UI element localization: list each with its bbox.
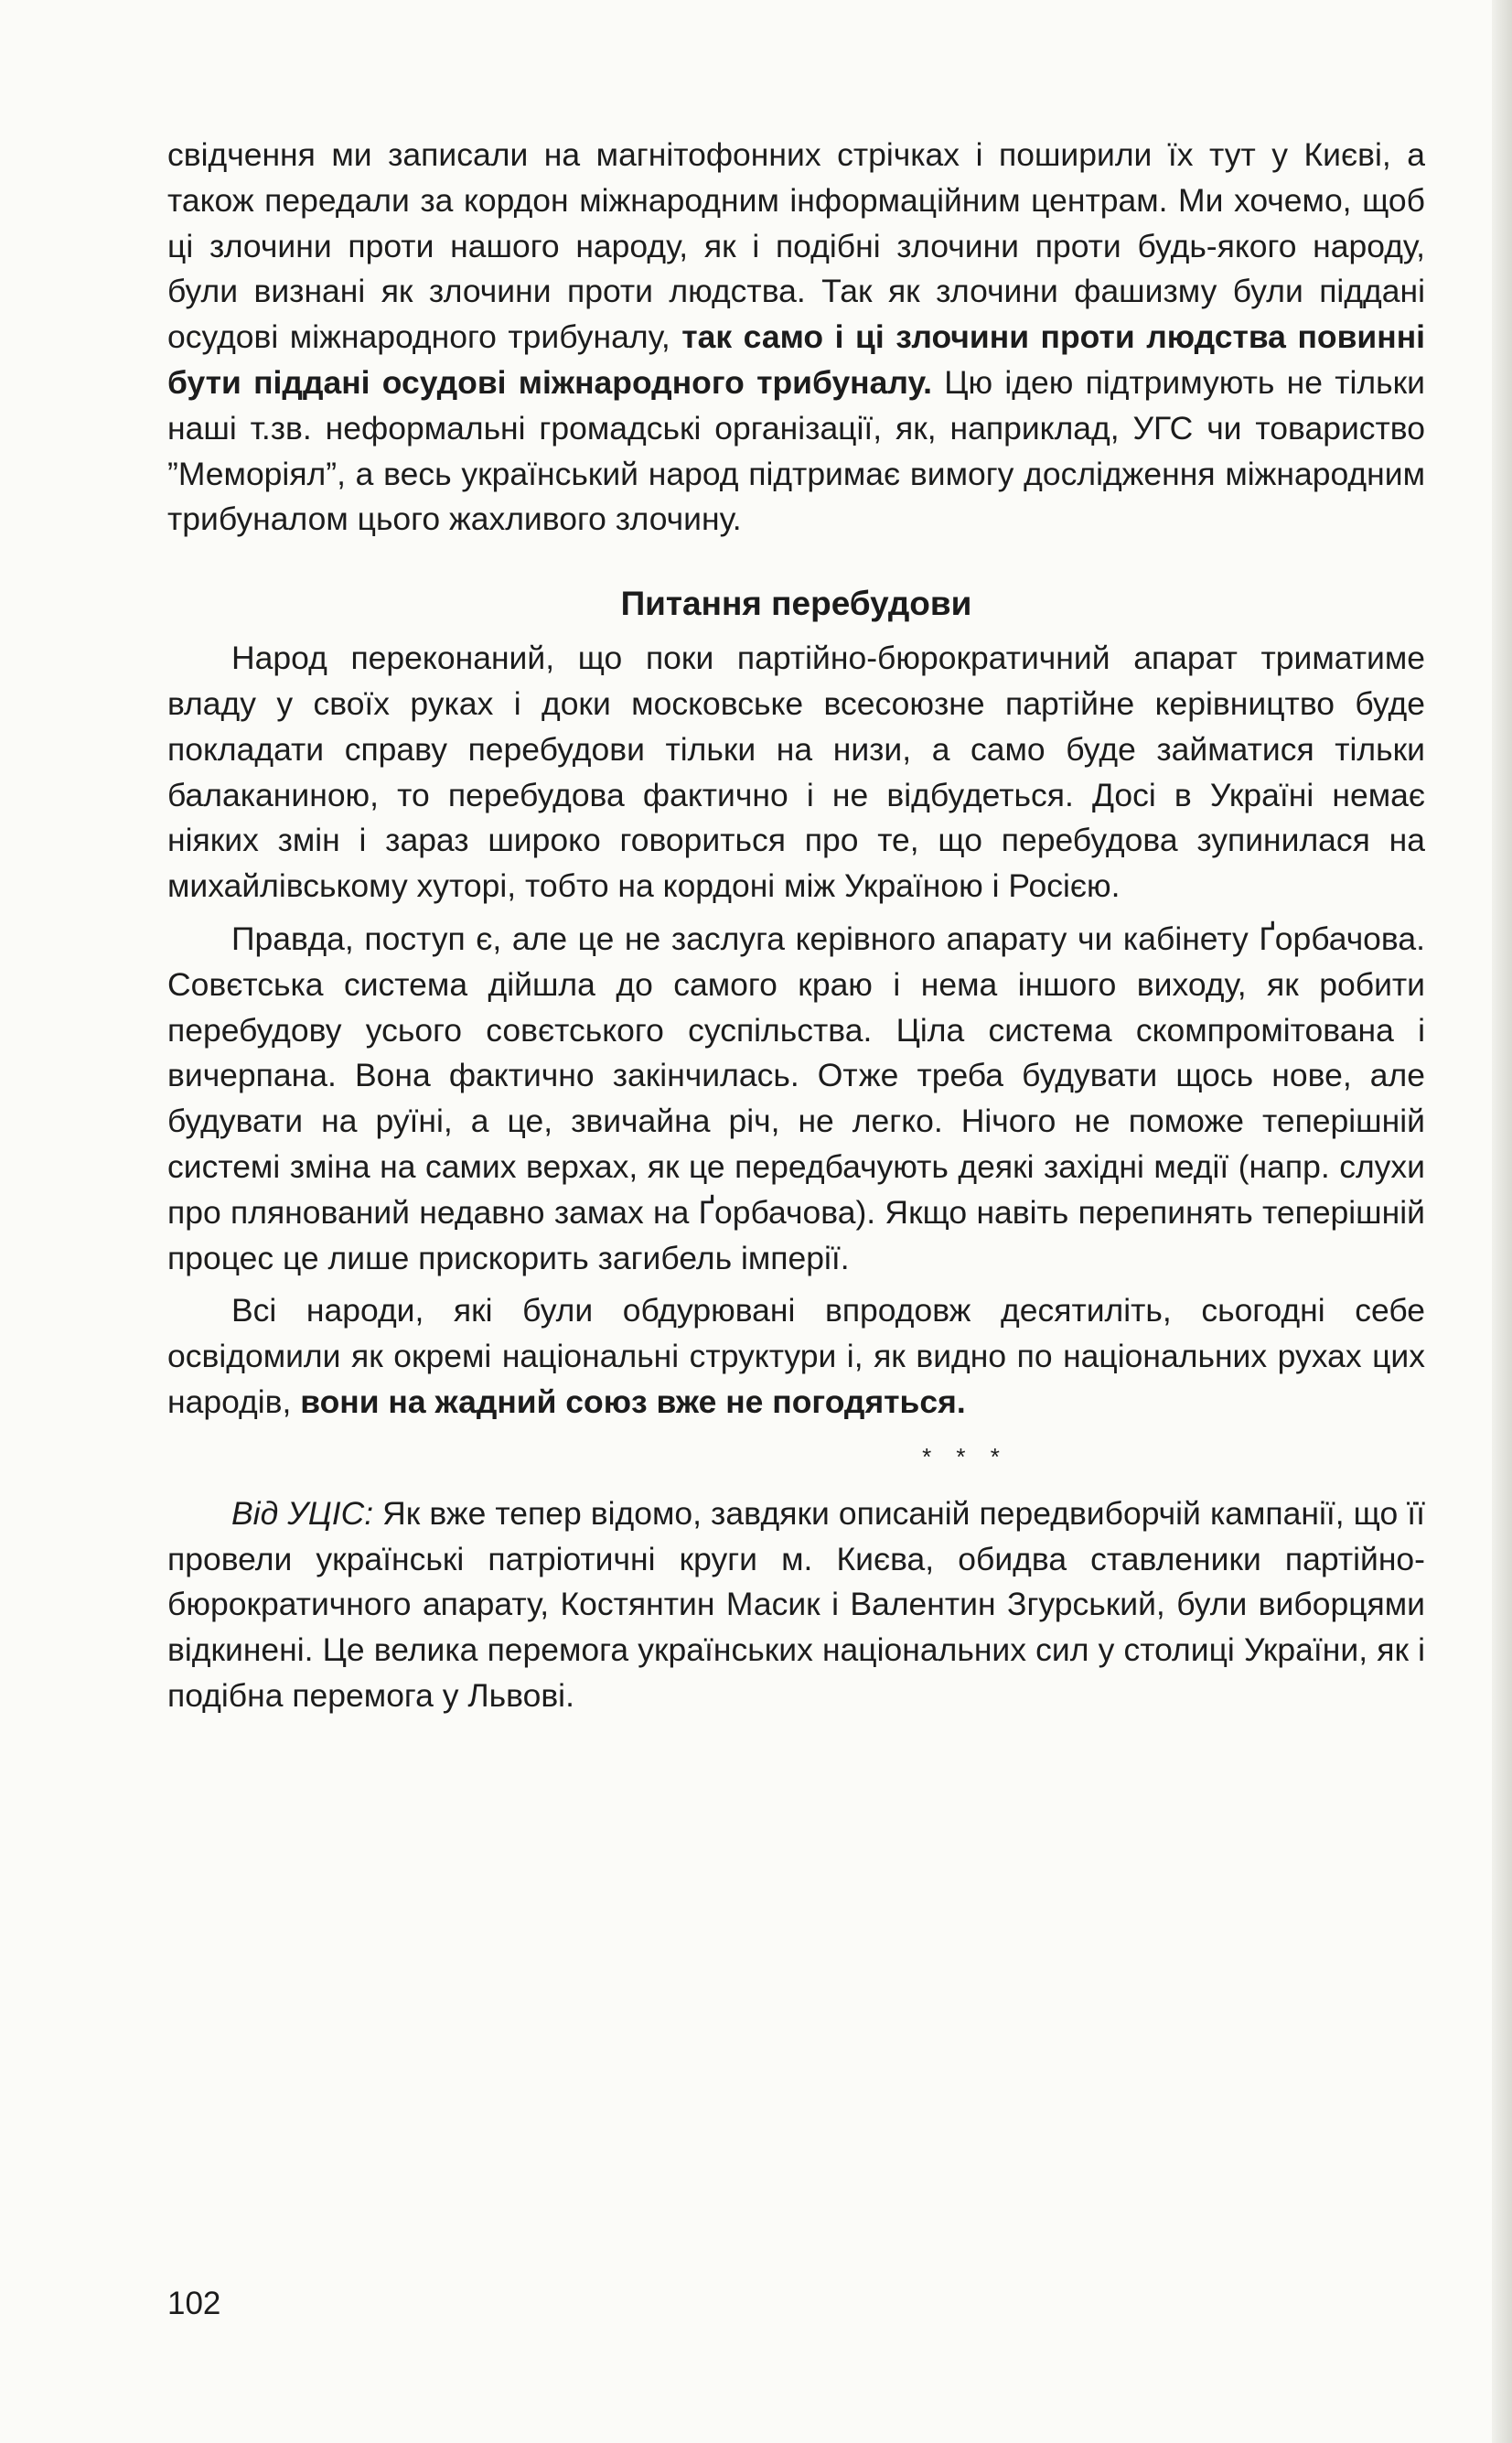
section-paragraph-1: Народ переконаний, що поки партійно-бюрократичний апарат триматиме владу у своїх руках і доки московське всесоюзне партійне керівництво буде покладати справу перебудови тільки на низи, а само буде займатися тільки балаканиною, то перебудова фактично і не відбудеться. Досі в Україні немає ніяких змін і зараз широко говориться про те, що перебудова зупинилася на михайлівському хуторі, тобто на кордоні між Україною і Росією. [167,640,1425,905]
editor-note-text: Як вже тепер відомо, завдяки описаній передвиборчій кампанії, що її провели українські патріотичні круги м. Києва, обидва ставленики партійно-бюрократичного апарату, Костянтин Масик і Валентин Згурський, були виборцями відкинені. Це велика перемога українських національних сил у столиці України, як і подібна перемога у Львові. [167,1494,1425,1714]
section-heading: Питання перебудови [620,585,972,623]
section-paragraph-3-bold: вони на жадний союз вже не погодяться. [300,1383,966,1420]
intro-text-bold: так само і ці злочини проти людства повинні бути піддані осудові міжнародного трибуналу. [167,318,1425,401]
intro-text-c: Цю ідею підтримують не тільки наші т.зв. неформальні громадські організації, як, наприклад, УГС чи товариство ”Меморіял”, а весь український народ підтримає вимогу дослідження міжнародним трибуналом цього жахливого злочину. [167,363,1425,538]
section-paragraph-3-text: Всі народи, які були обдурювані впродовж десятиліть, сьогодні себе освідомили як окремі національні структури і, як видно по національних рухах цих народів, [167,1292,1425,1420]
editor-note [167,1491,1425,1719]
page-edge-shadow [1492,0,1512,2443]
editor-note-label: Від УЦІС: [231,1494,374,1532]
page-number: 102 [167,2286,221,2321]
section-paragraph-2: Правда, поступ є, але це не заслуга керівного апарату чи кабінету Ґорбачова. Совєтська система дійшла до самого краю і нема іншого виходу, як робити перебудову усього совєтського суспільства. Ціла система скомпромітована і вичерпана. Вона фактично закінчилась. Отже треба будувати щось нове, але будувати на руїні, а це, звичайна річ, не легко. Нічого не поможе теперішній системі зміна на самих верхах, як це передбачують деякі західні медії (напр. слухи про плянований недавно замах на Ґорбачова). Якщо навіть перепинять теперішній процес це лише прискорить загибель імперії. [167,920,1425,1276]
intro-text-a: свідчення ми записали на магнітофонних стрічках і поширили їх тут у Києві, а також передали за кордон міжнародним інформаційним центрам. Ми хочемо, щоб ці злочини проти нашого народу, як і подібні злочини проти будь-якого народу, були визнані як злочини проти людства. Так як злочини фашизму були піддані осудові міжнародного трибуналу, [167,136,1425,356]
intro-paragraph [167,133,1425,543]
section-paragraph-3 [167,1288,1425,1425]
page-body [167,133,1425,1719]
separator-stars: * * * [922,1442,1009,1470]
